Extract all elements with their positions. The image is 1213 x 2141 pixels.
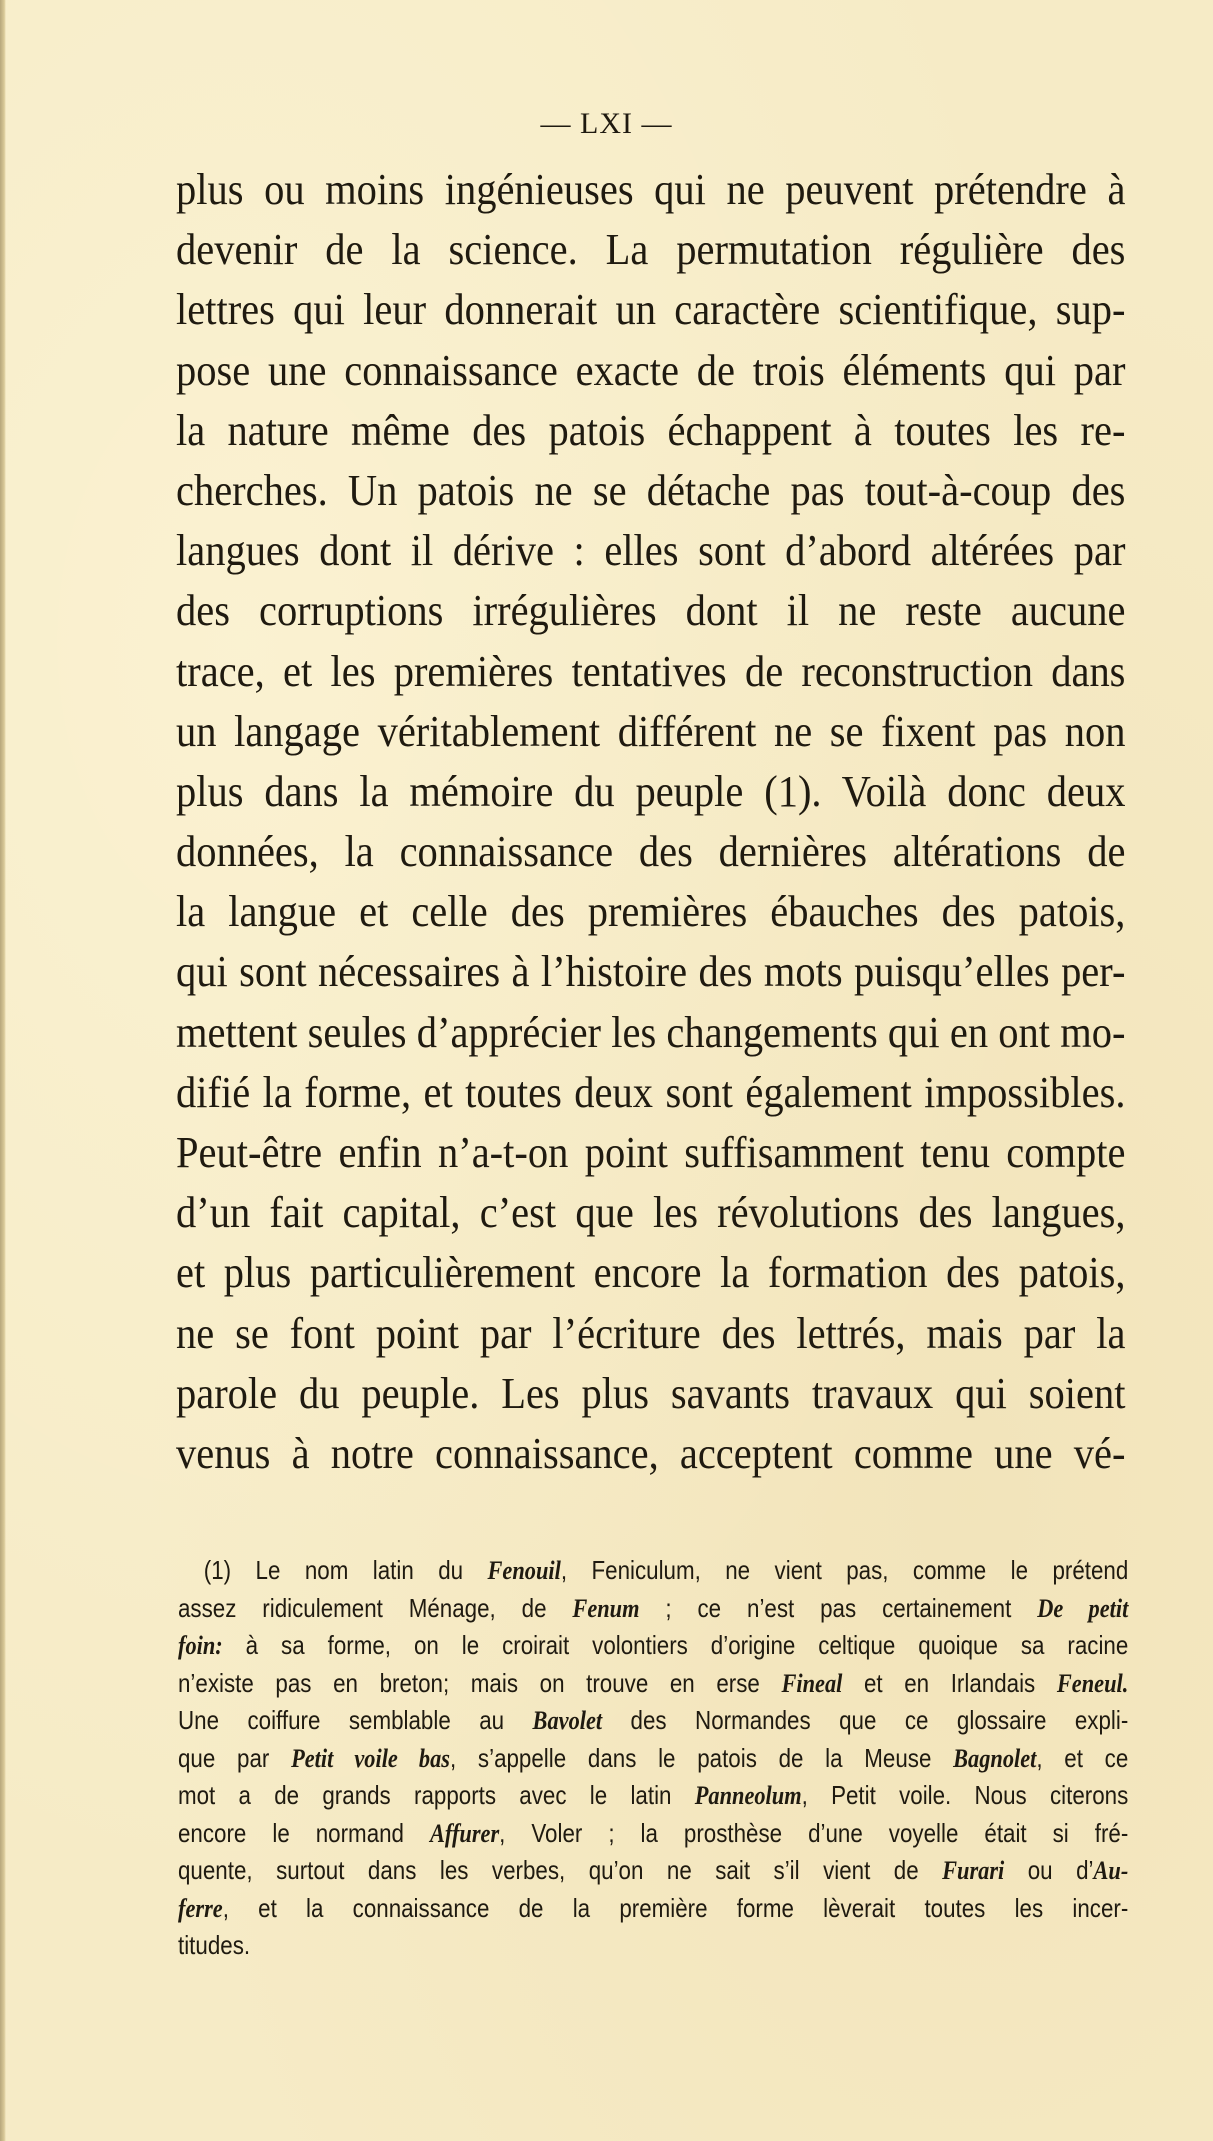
- body-line: et plus particulièrement encore la formation des patois,: [176, 1248, 1126, 1298]
- footnote-text: , Petit voile. Nous citerons: [801, 1780, 1129, 1810]
- footnote-italic-term: foin:: [178, 1631, 223, 1660]
- body-line: difié la forme, et toutes deux sont également impossibles.: [176, 1067, 1126, 1117]
- body-line: venus à notre connaissance, acceptent comme une vé-: [176, 1428, 1126, 1478]
- footnote-text: quente, surtout dans les verbes, qu’on ne sait s’il vient de: [178, 1855, 943, 1885]
- footnote-text: n’existe pas en breton; mais on trouve en erse: [178, 1667, 782, 1698]
- body-line: devenir de la science. La permutation régulière des: [176, 225, 1126, 275]
- footnote-text: Le nom latin du: [255, 1555, 488, 1585]
- footnote-text: titudes.: [178, 1930, 251, 1960]
- body-line: qui sont nécessaires à l’histoire des mots puisqu’elles per-: [176, 947, 1126, 997]
- footnote-italic-term: Bagnolet: [953, 1743, 1037, 1773]
- body-line: un langage véritablement différent ne se fixent pas non: [176, 706, 1126, 756]
- page-binding-edge: [0, 0, 6, 2141]
- footnote-text: mot a de grands rapports avec le latin: [178, 1780, 695, 1810]
- body-line: cherches. Un patois ne se détache pas tout-à-coup des: [176, 465, 1126, 515]
- footnote-italic-term: Fineal: [781, 1668, 843, 1698]
- body-line: des corruptions irrégulières dont il ne reste aucune: [176, 586, 1126, 636]
- body-line: ne se font point par l’écriture des lettrés, mais par la: [176, 1308, 1126, 1358]
- footnote-italic-term: Bavolet: [532, 1706, 603, 1735]
- footnote-line: [178, 1815, 1128, 1853]
- footnote-italic-term: Affurer: [429, 1818, 500, 1848]
- footnote-text: assez ridiculement Ménage, de: [178, 1592, 573, 1623]
- body-line: parole du peuple. Les plus savants travaux qui soient: [176, 1368, 1126, 1418]
- footnote-text: , s’appelle dans le patois de la Meuse: [449, 1742, 954, 1773]
- footnote-text: , et la connaissance de la première forme lèverait toutes les incer-: [222, 1892, 1129, 1923]
- footnote-line: [178, 1627, 1128, 1665]
- body-line: lettres qui leur donnerait un caractère scientifique, sup-: [176, 285, 1126, 335]
- footnote-text: , et ce: [1036, 1742, 1129, 1773]
- body-line: d’un fait capital, c’est que les révolutions des langues,: [176, 1188, 1126, 1238]
- footnote-line: [178, 1552, 1128, 1590]
- body-line: mettent seules d’apprécier les changements qui en ont mo-: [176, 1007, 1126, 1057]
- footnote-text: , Voler ; la prosthèse d’une voyelle était si fré-: [499, 1817, 1129, 1848]
- footnote: [178, 1552, 1128, 1965]
- body-line: Peut-être enfin n’a-t-on point suffisamment tenu compte: [176, 1128, 1126, 1177]
- body-line: la langue et celle des premières ébauches des patois,: [176, 887, 1126, 937]
- footnote-italic-term: Panneolum: [694, 1781, 802, 1810]
- footnote-text: encore le normand: [178, 1817, 430, 1848]
- body-line: plus ou moins ingénieuses qui ne peuvent prétendre à: [176, 165, 1126, 214]
- footnote-line: [178, 1890, 1128, 1928]
- footnote-text: ou d’: [1004, 1855, 1094, 1885]
- footnote-line: [178, 1665, 1128, 1703]
- footnote-marker: (1): [203, 1555, 232, 1585]
- footnote-line: [178, 1777, 1128, 1815]
- body-line: plus dans la mémoire du peuple (1). Voilà donc deux: [176, 766, 1126, 816]
- footnote-italic-term: Furari: [942, 1856, 1005, 1885]
- body-line: pose une connaissance exacte de trois éléments qui par: [176, 345, 1126, 395]
- footnote-line: [178, 1702, 1128, 1740]
- footnote-text: des Normandes que ce glossaire expli-: [602, 1705, 1129, 1735]
- footnote-line: [178, 1927, 1128, 1965]
- footnote-text: à sa forme, on le croirait volontiers d’origine celtique quoique sa racine: [222, 1630, 1129, 1660]
- running-head-page-number: — LXI —: [540, 107, 673, 140]
- footnote-text: et en Irlandais: [842, 1667, 1057, 1698]
- footnote-italic-term: Fenouil: [487, 1556, 561, 1585]
- footnote-text: Une coiffure semblable au: [178, 1705, 533, 1735]
- footnote-italic-term: Fenum: [572, 1593, 640, 1623]
- body-text: [176, 160, 1126, 1484]
- footnote-line: [178, 1740, 1128, 1778]
- footnote-text: ; ce n’est pas certainement: [639, 1592, 1038, 1623]
- body-line: trace, et les premières tentatives de reconstruction dans: [176, 646, 1126, 696]
- body-line: données, la connaissance des dernières altérations de: [176, 827, 1126, 877]
- footnote-line: [178, 1852, 1128, 1890]
- footnote-italic-term: Au-: [1093, 1856, 1129, 1885]
- footnote-italic-term: De petit: [1037, 1593, 1129, 1623]
- footnote-line: [178, 1590, 1128, 1628]
- body-line: langues dont il dérive : elles sont d’abord altérées par: [176, 526, 1126, 576]
- footnote-italic-term: Petit voile bas: [291, 1743, 450, 1773]
- footnote-italic-term: Feneul.: [1056, 1668, 1129, 1698]
- footnote-text: , Feniculum, ne vient pas, comme le prétend: [560, 1555, 1129, 1585]
- footnote-text: que par: [178, 1742, 292, 1773]
- footnote-italic-term: ferre: [178, 1893, 223, 1923]
- body-line: la nature même des patois échappent à toutes les re-: [176, 405, 1126, 455]
